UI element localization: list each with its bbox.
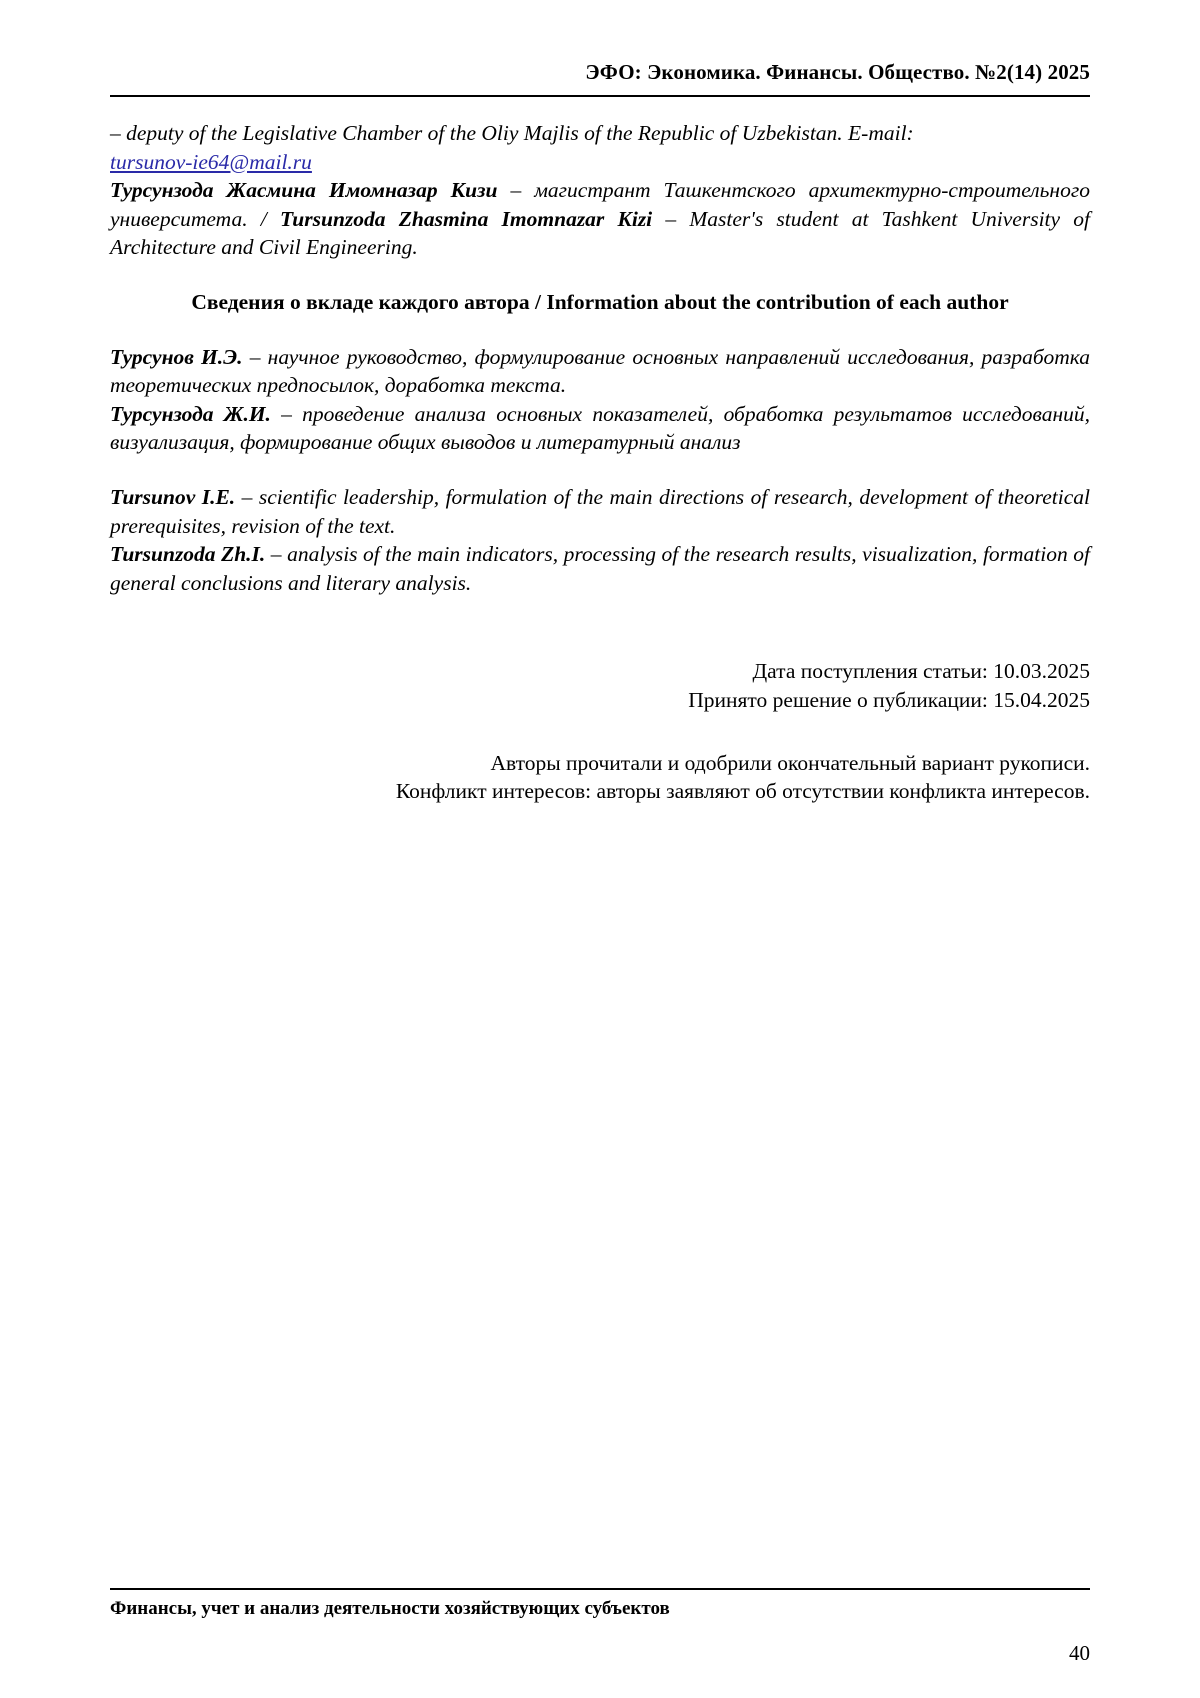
author2-en-name: Tursunzoda Zhasmina Imomnazar Kizi: [279, 206, 653, 231]
page-footer: [110, 1588, 1090, 1620]
conflict-of-interest-statement: Конфликт интересов: авторы заявляют об отсутствии конфликта интересов.: [395, 779, 1090, 804]
contribution-en-author1-text: – scientific leadership, formulation of the main directions of research, development of theoretical prerequisites, revision of the text.: [110, 484, 1090, 538]
contribution-en-author1-name: Tursunov I.E.: [110, 484, 236, 509]
author2-ru-text: – магистрант Ташкентского архитектурно-строительного университета. /: [110, 178, 1090, 231]
dates-block: [110, 657, 1090, 714]
contribution-ru-author2-name: Турсунзода Ж.И.: [110, 401, 271, 426]
contribution-ru-author1-text: – научное руководство, формулирование основных направлений исследования, разработка теоретических предпосылок, доработка текста.: [110, 344, 1090, 398]
page-content: [110, 97, 1090, 806]
author2-ru-name: Турсунзода Жасмина Имомназар Кизи: [110, 178, 498, 203]
author2-paragraph: [110, 176, 1090, 262]
affiliation-en-text: – deputy of the Legislative Chamber of the Oliy Majlis of the Republic of Uzbekistan. E-mail:: [110, 121, 914, 145]
contribution-ru-author2: [110, 400, 1090, 457]
contribution-en-author2: [110, 540, 1090, 597]
email-link[interactable]: tursunov-ie64@mail.ru: [110, 149, 312, 174]
footer-section-title: Финансы, учет и анализ деятельности хозяйствующих субъектов: [110, 1598, 670, 1619]
statements-block: [110, 749, 1090, 806]
email-line: [110, 148, 1090, 177]
page-header: [110, 0, 1090, 97]
contribution-section-heading: Сведения о вкладе каждого автора / Information about the contribution of each author: [191, 289, 1009, 314]
contribution-en-author2-text: – analysis of the main indicators, processing of the research results, visualization, formation of general conclusions and literary analysis.: [110, 542, 1090, 595]
affiliation-en-continuation: [110, 119, 1090, 148]
footer-divider: [110, 1588, 1090, 1590]
author-approval-statement: Авторы прочитали и одобрили окончательный вариант рукописи.: [490, 750, 1090, 775]
contribution-ru-author1-name: Турсунов И.Э.: [110, 344, 243, 369]
journal-header-title: ЭФО: Экономика. Финансы. Общество. №2(14) 2025: [585, 60, 1090, 84]
accepted-date: Принято решение о публикации: 15.04.2025: [688, 687, 1090, 712]
contribution-ru-author2-text: – проведение анализа основных показателей, обработка результатов исследований, визуализация, формирование общих выводов и литературный анализ: [110, 401, 1090, 455]
contribution-en-author1: [110, 483, 1090, 540]
contribution-en-author2-name: Tursunzoda Zh.I.: [110, 542, 266, 567]
author2-en-text: – Master's student at Tashkent University of Architecture and Civil Engineering.: [110, 206, 1090, 260]
received-date: Дата поступления статьи: 10.03.2025: [752, 659, 1090, 684]
contribution-ru-author1: [110, 343, 1090, 400]
page-number: 40: [1069, 1641, 1090, 1665]
